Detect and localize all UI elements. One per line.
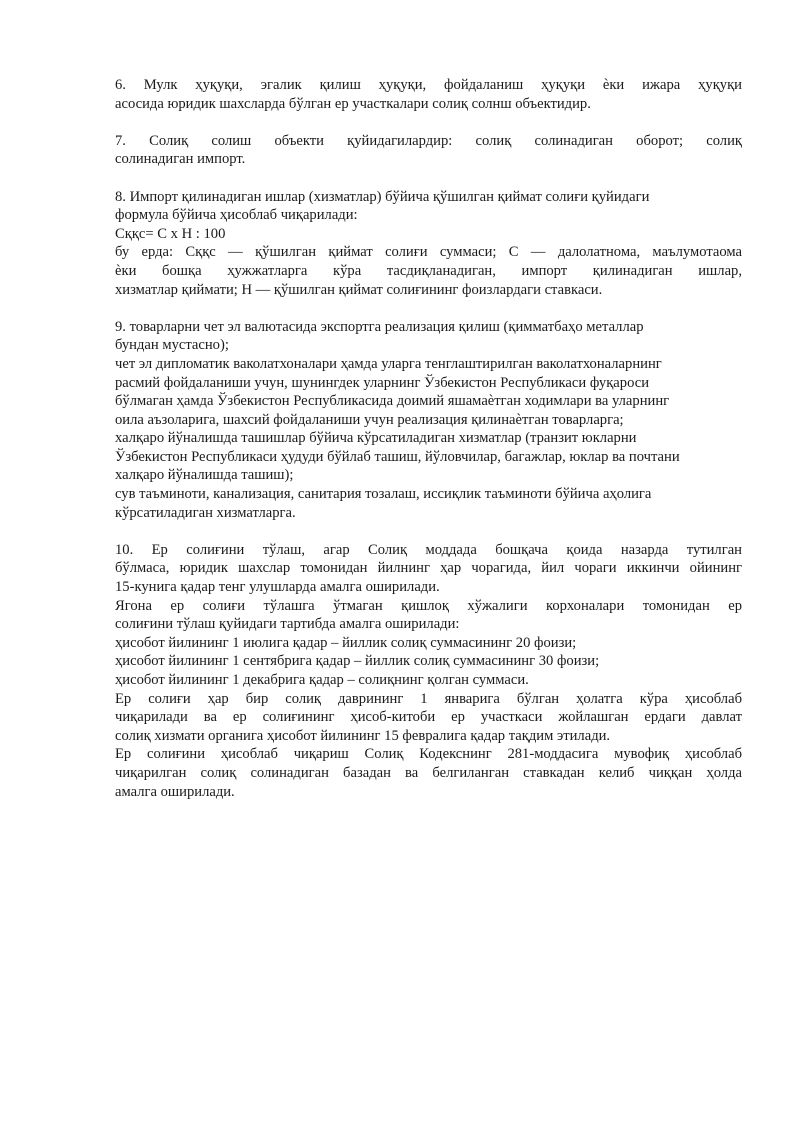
text-line: ҳисобот йилининг 1 сентябрига қадар – йиллик солиқ суммасининг 30 фоизи; bbox=[115, 653, 600, 670]
text-line: чиқарилган солиқ солинадиган базадан ва белгиланган ставкадан келиб чиққан ҳолда bbox=[115, 764, 742, 781]
paragraph-8 bbox=[115, 188, 742, 300]
text-line: хизматлар қиймати; Н — қўшилган қиймат солиғининг фоизлардаги ставкаси. bbox=[115, 281, 603, 298]
text-line: халқаро йўналишда ташиш); bbox=[115, 467, 294, 484]
text-line: солиғини тўлаш қуйидаги тартибда амалга оширилади: bbox=[115, 616, 460, 633]
paragraph-10 bbox=[115, 541, 742, 801]
text-line: Ер солиғи ҳар бир солиқ даврининг 1 январига бўлган ҳолатга кўра ҳисоблаб bbox=[115, 690, 742, 707]
text-line: халқаро йўналишда ташишлар бўйича кўрсатиладиган хизматлар (транзит юкларни bbox=[115, 430, 637, 447]
text-line: чиқарилади ва ер солиғининг ҳисоб-китоби ер участкаси жойлашган ердаги давлат bbox=[115, 709, 742, 726]
text-line: Ер солиғини ҳисоблаб чиқариш Солиқ Кодекснинг 281-моддасига мувофиқ ҳисоблаб bbox=[115, 746, 742, 763]
text-line: Ягона ер солиғи тўлашга ўтмаган қишлоқ хўжалиги корхоналари томонидан ер bbox=[115, 597, 742, 614]
text-line: 9. товарларни чет эл валютасида экспортга реализация қилиш (қимматбаҳо металлар bbox=[115, 318, 644, 335]
text-line: кўрсатиладиган хизматларга. bbox=[115, 504, 296, 521]
text-line: 15-кунига қадар тенг улушларда амалга оширилади. bbox=[115, 579, 440, 596]
paragraph-9 bbox=[115, 318, 742, 523]
text-line: бу ерда: Сққс — қўшилган қиймат солиғи суммаси; С — далолатнома, маълумотаома bbox=[115, 244, 742, 261]
text-line: Ўзбекистон Республикаси ҳудуди бўйлаб ташиш, йўловчилар, багажлар, юклар ва почтани bbox=[115, 448, 680, 465]
text-line: ѐки бошқа ҳужжатларга кўра тасдиқланадиган, импорт қилинадиган ишлар, bbox=[115, 262, 742, 279]
paragraph-7 bbox=[115, 132, 742, 169]
text-line: формула бўйича ҳисоблаб чиқарилади: bbox=[115, 207, 358, 224]
paragraph-6 bbox=[115, 76, 742, 113]
document-page bbox=[115, 76, 742, 820]
text-line: 6. Мулк ҳуқуқи, эгалик қилиш ҳуқуқи, фойдаланиш ҳуқуқи ѐки ижара ҳуқуқи bbox=[115, 77, 742, 93]
text-line: ҳисобот йилининг 1 декабрига қадар – солиқнинг қолган суммаси. bbox=[115, 672, 529, 688]
text-line: бундан мустасно); bbox=[115, 337, 229, 354]
text-line: расмий фойдаланиши учун, шунингдек уларнинг Ўзбекистон Республикаси фуқароси bbox=[115, 374, 650, 391]
text-line: сув таъминоти, канализация, санитария тозалаш, иссиқлик таъминоти бўйича аҳолига bbox=[115, 486, 652, 503]
text-line: 8. Импорт қилинадиган ишлар (хизматлар) бўйича қўшилган қиймат солиғи қуйидаги bbox=[115, 188, 650, 205]
text-line: чет эл дипломатик ваколатхоналари ҳамда уларга тенглаштирилган ваколатхоналарнинг bbox=[115, 355, 662, 372]
text-line: бўлмаган ҳамда Ўзбекистон Республикасида доимий яшамаѐтган ходимлари ва уларнинг bbox=[115, 393, 670, 410]
text-line: асосида юридик шахсларда бўлган ер участкалари солиқ солнш объектидир. bbox=[115, 95, 591, 112]
formula-line: Сққс= С х Н : 100 bbox=[115, 225, 226, 242]
text-line: оила аъзоларига, шахсий фойдаланиши учун реализация қилинаѐтган товарларга; bbox=[115, 411, 624, 428]
text-line: солинадиган импорт. bbox=[115, 151, 246, 168]
text-line: 7. Солиқ солиш объекти қуйидагилардир: солиқ солинадиган оборот; солиқ bbox=[115, 132, 742, 149]
text-line: солиқ хизмати органига ҳисобот йилининг 15 февралига қадар тақдим этилади. bbox=[115, 727, 611, 744]
text-line: бўлмаса, юридик шахслар томонидан йилнинг ҳар чорагида, йил чораги иккинчи ойининг bbox=[115, 560, 742, 577]
text-line: амалга оширилади. bbox=[115, 783, 235, 800]
text-line: ҳисобот йилининг 1 июлига қадар – йиллик солиқ суммасининг 20 фоизи; bbox=[115, 634, 577, 651]
text-line: 10. Ер солиғини тўлаш, агар Солиқ моддада бошқача қоида назарда тутилган bbox=[115, 541, 742, 558]
